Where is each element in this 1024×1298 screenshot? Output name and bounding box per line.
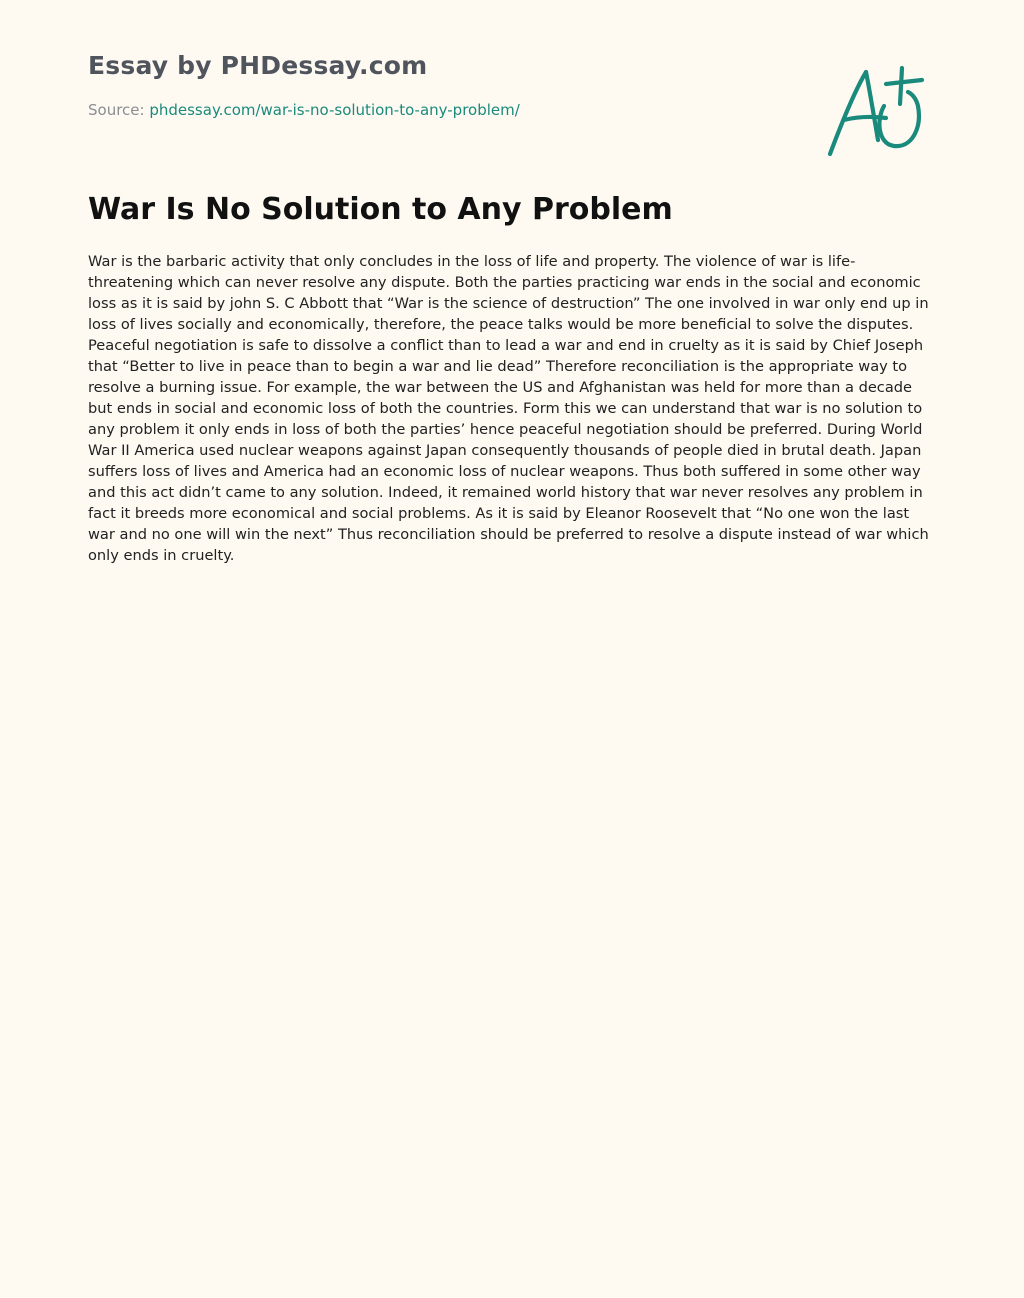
a-plus-logo-icon bbox=[822, 62, 932, 162]
source-line bbox=[88, 100, 520, 120]
essay-body: War is the barbaric activity that only concludes in the loss of life and property. The violence of war is life-threatening which can never resolve any dispute. Both the parties practicing war ends in the social and economic loss as it is said by john S. C Abbott that “War is the science of destruction” The one involved in war only end up in loss of lives socially and economically, therefore, the peace talks would be more beneficial to solve the disputes. Peaceful negotiation is safe to dissolve a conflict than to lead a war and end in cruelty as it is said by Chief Joseph that “Better to live in peace than to begin a war and lie dead” Therefore reconciliation is the appropriate way to resolve a burning issue. For example, the war between the US and Afghanistan was held for more than a decade but ends in social and economic loss of both the countries. Form this we can understand that war is no solution to any problem it only ends in loss of both the parties’ hence peaceful negotiation should be preferred. During World War II America used nuclear weapons against Japan consequently thousands of people died in brutal death. Japan suffers loss of lives and America had an economic loss of nuclear weapons. Thus both suffered in some other way and this act didn’t came to any solution. Indeed, it remained world history that war never resolves any problem in fact it breeds more economical and social problems. As it is said by Eleanor Roosevelt that “No one won the last war and no one will win the next” Thus reconciliation should be preferred to resolve a dispute instead of war which only ends in cruelty. bbox=[88, 253, 929, 564]
essay-title: War Is No Solution to Any Problem bbox=[88, 192, 673, 227]
source-link[interactable]: phdessay.com/war-is-no-solution-to-any-problem/ bbox=[149, 101, 520, 119]
site-title: Essay by PHDessay.com bbox=[88, 51, 428, 80]
source-label: Source: bbox=[88, 101, 150, 119]
